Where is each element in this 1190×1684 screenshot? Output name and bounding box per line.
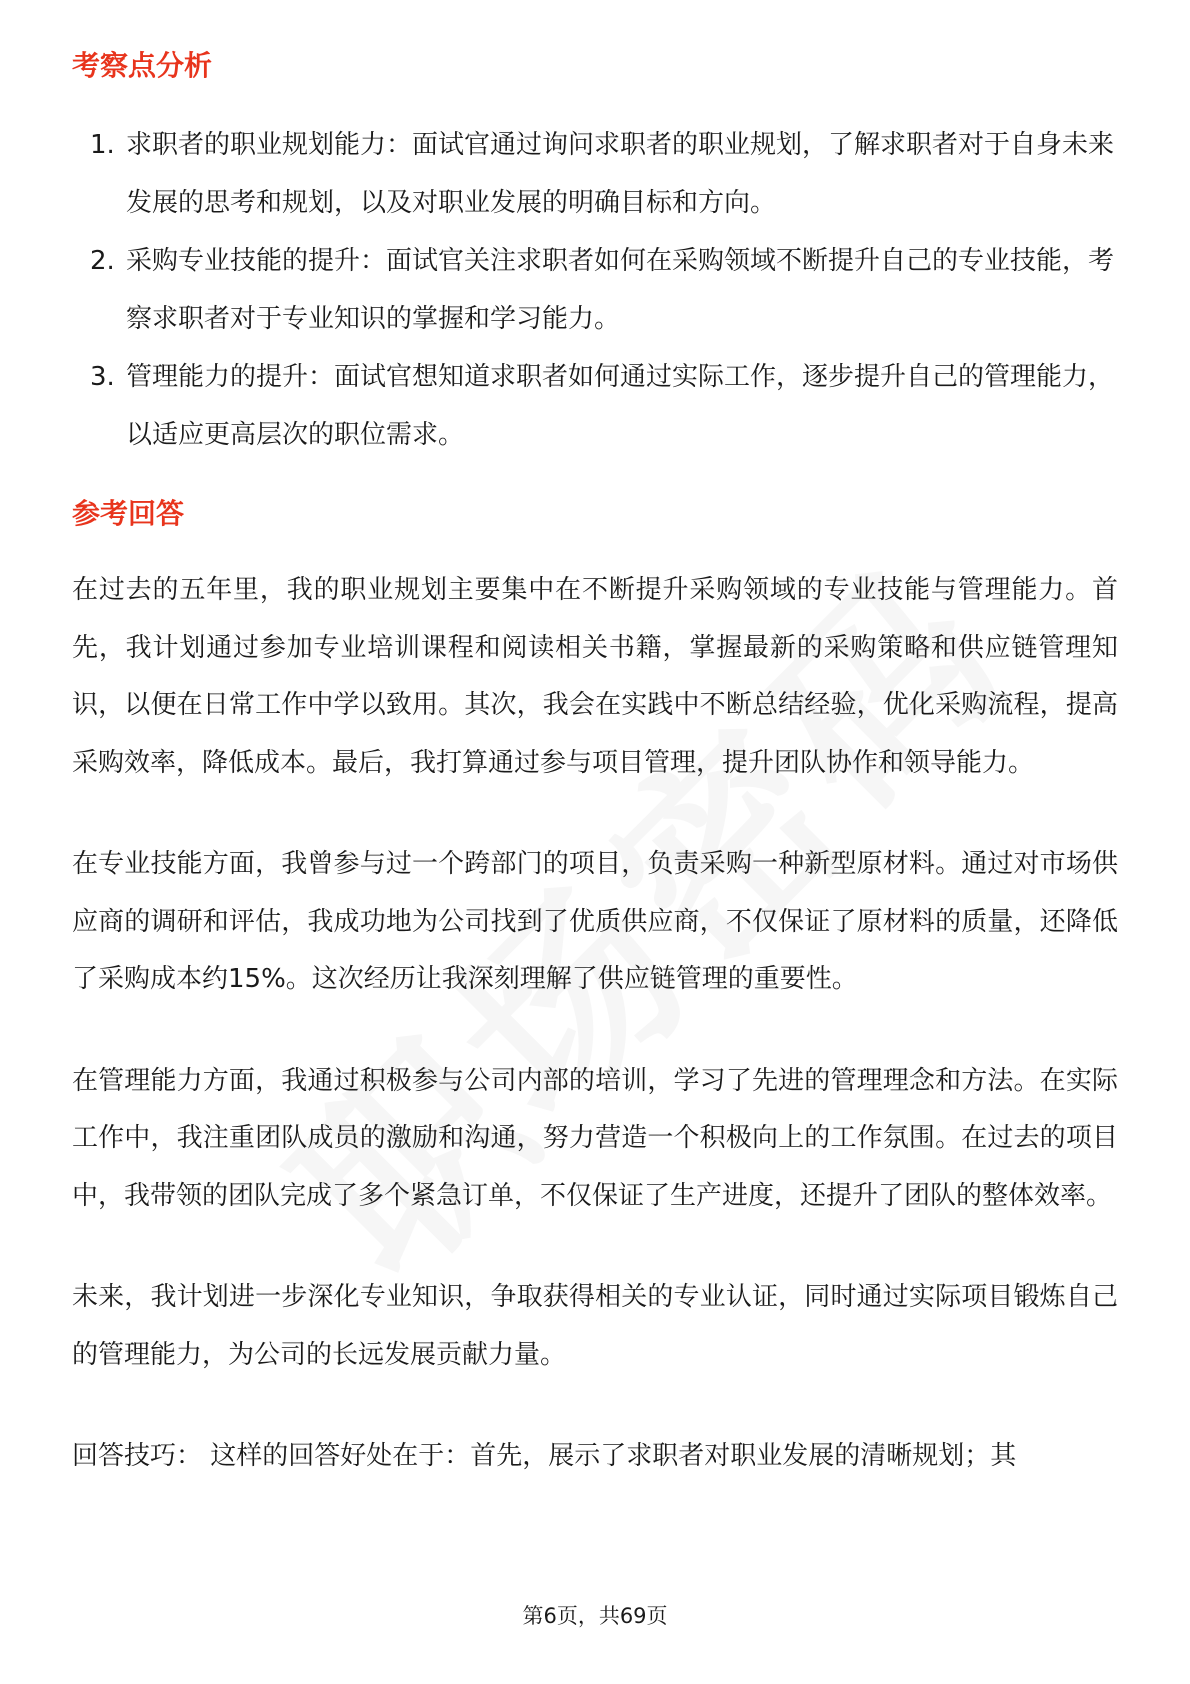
answer-paragraph: 未来，我计划进一步深化专业知识，争取获得相关的专业认证，同时通过实际项目锻炼自己的管理能力，为公司的长远发展贡献力量。	[72, 1282, 1118, 1370]
answer-tips-paragraph: 回答技巧： 这样的回答好处在于：首先，展示了求职者对职业发展的清晰规划；其	[72, 1441, 1017, 1471]
list-number: 3.	[90, 362, 115, 392]
list-item-text: 管理能力的提升：面试官想知道求职者如何通过实际工作，逐步提升自己的管理能力，以适应更高层次的职位需求。	[126, 362, 1115, 450]
analysis-list	[72, 116, 1118, 464]
answer-paragraph: 在过去的五年里，我的职业规划主要集中在不断提升采购领域的专业技能与管理能力。首先，我计划通过参加专业培训课程和阅读相关书籍，掌握最新的采购策略和供应链管理知识，以便在日常工作中学以致用。其次，我会在实践中不断总结经验，优化采购流程，提高采购效率，降低成本。最后，我打算通过参与项目管理，提升团队协作和领导能力。	[72, 575, 1118, 778]
answer-paragraph: 在专业技能方面，我曾参与过一个跨部门的项目，负责采购一种新型原材料。通过对市场供应商的调研和评估，我成功地为公司找到了优质供应商，不仅保证了原材料的质量，还降低了采购成本约15%。这次经历让我深刻理解了供应链管理的重要性。	[72, 849, 1118, 994]
list-item-text: 采购专业技能的提升：面试官关注求职者如何在采购领域不断提升自己的专业技能，考察求职者对于专业知识的掌握和学习能力。	[126, 246, 1115, 334]
list-number: 1.	[90, 130, 115, 160]
list-number: 2.	[90, 246, 115, 276]
section-title-analysis: 考察点分析	[72, 49, 213, 82]
list-item	[72, 348, 1118, 464]
list-item	[72, 116, 1118, 232]
list-item	[72, 232, 1118, 348]
answer-paragraph: 在管理能力方面，我通过积极参与公司内部的培训，学习了先进的管理理念和方法。在实际工作中，我注重团队成员的激励和沟通，努力营造一个积极向上的工作氛围。在过去的项目中，我带领的团队完成了多个紧急订单，不仅保证了生产进度，还提升了团队的整体效率。	[72, 1065, 1118, 1211]
document-page	[72, 46, 1118, 1486]
section-title-answer: 参考回答	[72, 497, 185, 530]
list-item-text: 求职者的职业规划能力：面试官通过询问求职者的职业规划，了解求职者对于自身未来发展的思考和规划，以及对职业发展的明确目标和方向。	[126, 130, 1115, 218]
page-footer: 第6页，共69页	[522, 1604, 668, 1628]
